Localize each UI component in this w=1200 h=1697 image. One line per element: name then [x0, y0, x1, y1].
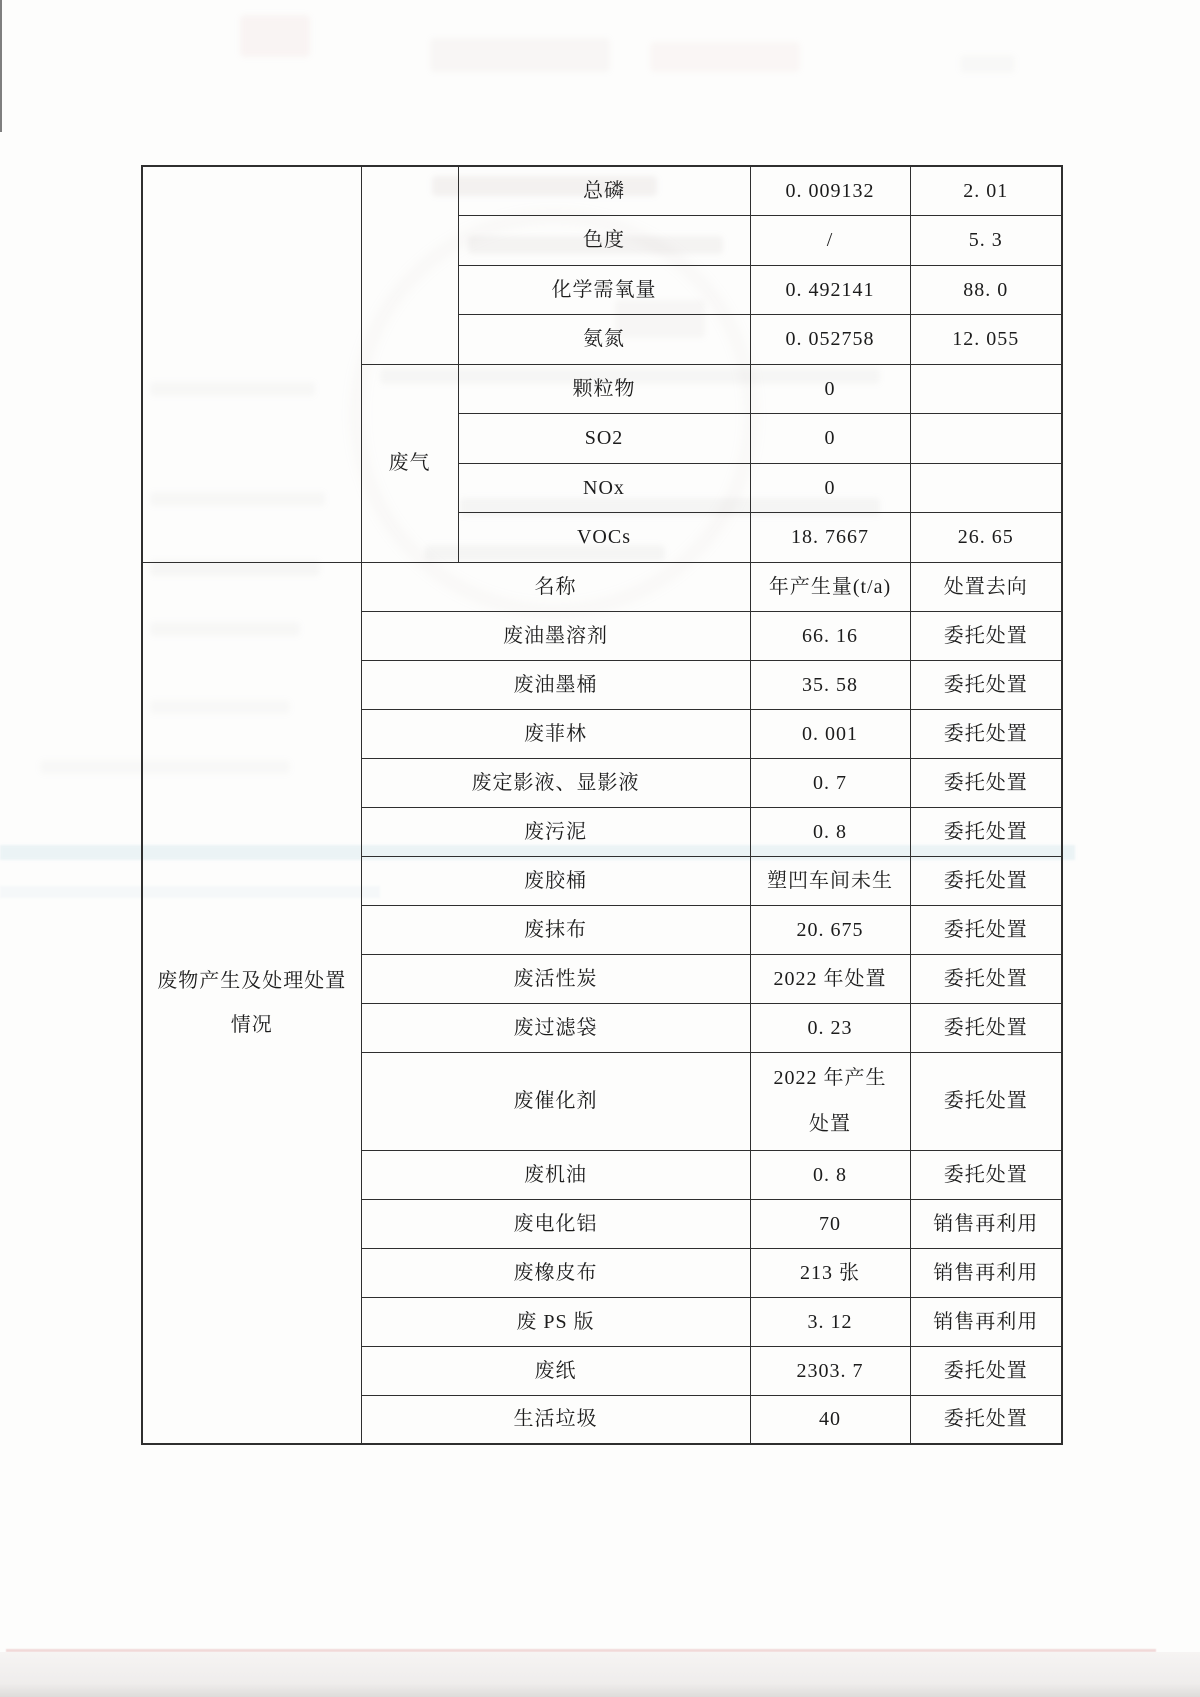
- waste-gas-label-cell: 废气: [361, 364, 458, 562]
- annual-amount-cell: 2022 年产生处置: [750, 1052, 910, 1150]
- pollutant-value2-cell: 26. 65: [910, 513, 1062, 563]
- disposal-cell: 销售再利用: [910, 1248, 1062, 1297]
- bleedthrough-smudge: [240, 15, 310, 57]
- waste-header-row: [142, 562, 1062, 611]
- disposal-cell: 委托处置: [910, 905, 1062, 954]
- pollutant-value1-cell: 0: [750, 414, 910, 464]
- disposal-cell: 委托处置: [910, 660, 1062, 709]
- pollutant-name-cell: 色度: [458, 216, 750, 266]
- waste-name-cell: 废活性炭: [361, 954, 750, 1003]
- disposal-cell: 委托处置: [910, 1150, 1062, 1199]
- pollutant-value1-cell: 0. 052758: [750, 315, 910, 365]
- pollutant-name-cell: 化学需氧量: [458, 265, 750, 315]
- waste-name-cell: 废纸: [361, 1346, 750, 1395]
- pollutant-value1-cell: /: [750, 216, 910, 266]
- page-bottom-shade: [0, 1652, 1200, 1697]
- disposal-cell: 委托处置: [910, 709, 1062, 758]
- pollutant-value1-cell: 0: [750, 364, 910, 414]
- waste-name-cell: 废电化铝: [361, 1199, 750, 1248]
- pollutant-name-cell: SO2: [458, 414, 750, 464]
- annual-amount-cell: 3. 12: [750, 1297, 910, 1346]
- disposal-cell: 委托处置: [910, 1052, 1062, 1150]
- annual-amount-cell: 0. 8: [750, 807, 910, 856]
- pollutant-value2-cell: [910, 364, 1062, 414]
- annual-amount-cell: 0. 001: [750, 709, 910, 758]
- waste-section-label-line1: 废物产生及处理处置: [157, 969, 347, 992]
- waste-name-cell: 废胶桶: [361, 856, 750, 905]
- disposal-header-cell: 处置去向: [910, 562, 1062, 611]
- annual-amount-cell: 0. 8: [750, 1150, 910, 1199]
- pollutant-name-cell: VOCs: [458, 513, 750, 563]
- annual-amount-cell: 2303. 7: [750, 1346, 910, 1395]
- waste-section-label-cell: [142, 562, 361, 1444]
- disposal-cell: 委托处置: [910, 856, 1062, 905]
- annual-amount-cell: 2022 年处置: [750, 954, 910, 1003]
- waste-name-cell: 废菲林: [361, 709, 750, 758]
- annual-amount-cell: 213 张: [750, 1248, 910, 1297]
- annual-amount-cell: 0. 7: [750, 758, 910, 807]
- waste-name-cell: 废油墨桶: [361, 660, 750, 709]
- disposal-cell: 委托处置: [910, 611, 1062, 660]
- bleedthrough-smudge: [430, 38, 610, 72]
- pollutant-name-cell: 总磷: [458, 166, 750, 216]
- pollutant-value2-cell: 12. 055: [910, 315, 1062, 365]
- annual-amount-cell: 35. 58: [750, 660, 910, 709]
- waste-name-cell: 废橡皮布: [361, 1248, 750, 1297]
- pollutant-value2-cell: [910, 414, 1062, 464]
- annual-amount-cell: 20. 675: [750, 905, 910, 954]
- disposal-cell: 销售再利用: [910, 1199, 1062, 1248]
- pollutant-value2-cell: [910, 463, 1062, 513]
- disposal-cell: 委托处置: [910, 758, 1062, 807]
- disposal-cell: 委托处置: [910, 1003, 1062, 1052]
- waste-section-label-line2: 情况: [230, 1013, 273, 1036]
- annual-amount-cell: 40: [750, 1395, 910, 1444]
- bleedthrough-smudge: [960, 55, 1015, 73]
- disposal-cell: 委托处置: [910, 1346, 1062, 1395]
- disposal-cell: 委托处置: [910, 1395, 1062, 1444]
- scan-edge-artifact: [0, 0, 2, 132]
- waste-name-cell: 生活垃圾: [361, 1395, 750, 1444]
- waste-name-cell: 废抹布: [361, 905, 750, 954]
- pollutant-value1-cell: 0. 492141: [750, 265, 910, 315]
- waste-name-header-cell: 名称: [361, 562, 750, 611]
- bleedthrough-smudge: [650, 42, 800, 72]
- pollutant-value1-cell: 18. 7667: [750, 513, 910, 563]
- pollutant-name-cell: 氨氮: [458, 315, 750, 365]
- annual-amount-cell: 70: [750, 1199, 910, 1248]
- pollutant-value1-cell: 0. 009132: [750, 166, 910, 216]
- annual-amount-cell: 0. 23: [750, 1003, 910, 1052]
- waste-name-cell: 废定影液、显影液: [361, 758, 750, 807]
- pollutant-value2-cell: 88. 0: [910, 265, 1062, 315]
- annual-amount-header-cell: 年产生量(t/a): [750, 562, 910, 611]
- waste-name-cell: 废污泥: [361, 807, 750, 856]
- pollutant-value2-cell: 2. 01: [910, 166, 1062, 216]
- disposal-cell: 委托处置: [910, 807, 1062, 856]
- report-table: [141, 165, 1063, 1445]
- waste-name-cell: 废机油: [361, 1150, 750, 1199]
- annual-amount-cell: 塑凹车间未生: [750, 856, 910, 905]
- disposal-cell: 销售再利用: [910, 1297, 1062, 1346]
- waste-name-cell: 废催化剂: [361, 1052, 750, 1150]
- pollutant-value2-cell: 5. 3: [910, 216, 1062, 266]
- subcategory-cell-empty: [361, 166, 458, 364]
- pollutant-value1-cell: 0: [750, 463, 910, 513]
- category-cell-empty: [142, 166, 361, 562]
- waste-name-cell: 废 PS 版: [361, 1297, 750, 1346]
- waste-name-cell: 废油墨溶剂: [361, 611, 750, 660]
- annual-amount-cell: 66. 16: [750, 611, 910, 660]
- pollutant-name-cell: NOx: [458, 463, 750, 513]
- pink-rule-artifact: [6, 1649, 1156, 1652]
- disposal-cell: 委托处置: [910, 954, 1062, 1003]
- pollutant-name-cell: 颗粒物: [458, 364, 750, 414]
- pollutant-row: [142, 166, 1062, 216]
- waste-name-cell: 废过滤袋: [361, 1003, 750, 1052]
